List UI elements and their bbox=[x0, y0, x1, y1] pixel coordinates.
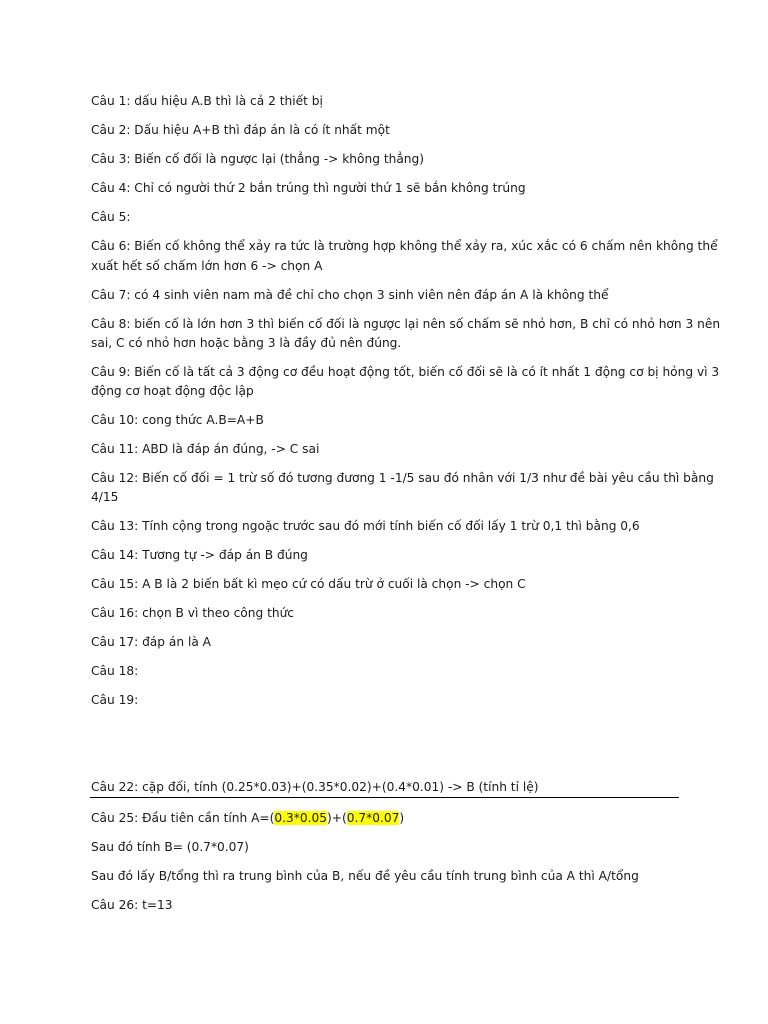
answer-q16: Câu 16: chọn B vì theo công thức bbox=[91, 606, 295, 620]
answer-q1: Câu 1: dấu hiệu A.B thì là cả 2 thiết bị bbox=[91, 94, 323, 108]
answer-q2: Câu 2: Dấu hiệu A+B thì đáp án là có ít nhất một bbox=[91, 123, 390, 137]
answer-q22: Câu 22: cặp đối, tính (0.25*0.03)+(0.35*0.02)+(0.4*0.01) -> B (tính tỉ lệ) bbox=[91, 780, 539, 794]
answer-q8-line2: sai, C có nhỏ hơn hoặc bằng 3 là đầy đủ nên đúng. bbox=[91, 336, 402, 350]
answer-q9-line2: động cơ hoạt động độc lập bbox=[91, 384, 254, 398]
answer-q26: Câu 26: t=13 bbox=[91, 898, 173, 912]
answer-q17: Câu 17: đáp án là A bbox=[91, 635, 212, 649]
answer-q6-line2: xuất hết số chấm lớn hơn 6 -> chọn A bbox=[91, 259, 323, 273]
answer-q3: Câu 3: Biến cố đối là ngược lại (thẳng -> không thẳng) bbox=[91, 152, 425, 166]
highlighted-term-2: 0.7*0.07 bbox=[346, 811, 400, 825]
answer-q6-line1: Câu 6: Biến cố không thể xảy ra tức là trường hợp không thể xảy ra, xúc xắc có 6 chấm nên không thể bbox=[91, 239, 718, 253]
highlighted-term-1: 0.3*0.05 bbox=[274, 811, 328, 825]
answer-q25-step-c: Sau đó lấy B/tổng thì ra trung bình của B, nếu đề yêu cầu tính trung bình của A thì A/tổng bbox=[91, 869, 639, 883]
answer-q5: Câu 5: bbox=[91, 210, 131, 224]
answer-q14: Câu 14: Tương tự -> đáp án B đúng bbox=[91, 548, 308, 562]
answer-q13: Câu 13: Tính cộng trong ngoặc trước sau đó mới tính biến cố đối lấy 1 trừ 0,1 thì bằng 0,6 bbox=[91, 519, 640, 533]
answer-q15: Câu 15: A B là 2 biến bất kì mẹo cứ có dấu trừ ở cuối là chọn -> chọn C bbox=[91, 577, 526, 591]
answer-q25-step-b: Sau đó tính B= (0.7*0.07) bbox=[91, 840, 249, 854]
answer-q12-line2: 4/15 bbox=[91, 490, 119, 504]
answer-q25-mid: )+( bbox=[327, 811, 347, 825]
answer-q25 bbox=[91, 809, 681, 827]
answer-q25-prefix: Câu 25: Đầu tiên cần tính A=( bbox=[91, 811, 275, 825]
answer-q4: Câu 4: Chỉ có người thứ 2 bắn trúng thì người thứ 1 sẽ bắn không trúng bbox=[91, 181, 526, 195]
answer-q18: Câu 18: bbox=[91, 664, 139, 678]
answer-q10: Câu 10: cong thức A.B=A+B bbox=[91, 413, 264, 427]
answer-q25-suffix: ) bbox=[399, 811, 405, 825]
answer-q11: Câu 11: ABD là đáp án đúng, -> C sai bbox=[91, 442, 320, 456]
answer-q12-line1: Câu 12: Biến cố đối = 1 trừ số đó tương đương 1 -1/5 sau đó nhân với 1/3 như đề bài yêu cầu thì bằng bbox=[91, 471, 714, 485]
answer-q8-line1: Câu 8: biến cố là lớn hơn 3 thì biến cố đối là ngược lại nên số chấm sẽ nhỏ hơn, B chỉ có nhỏ hơn 3 nên bbox=[91, 317, 721, 331]
answer-q9-line1: Câu 9: Biến cố là tất cả 3 động cơ đều hoạt động tốt, biến cố đối sẽ là có ít nhất 1 động cơ bị hỏng vì 3 bbox=[91, 365, 720, 379]
answer-q19: Câu 19: bbox=[91, 693, 139, 707]
answer-q7: Câu 7: có 4 sinh viên nam mà đề chỉ cho chọn 3 sinh viên nên đáp án A là không thể bbox=[91, 288, 609, 302]
horizontal-rule bbox=[90, 797, 679, 798]
